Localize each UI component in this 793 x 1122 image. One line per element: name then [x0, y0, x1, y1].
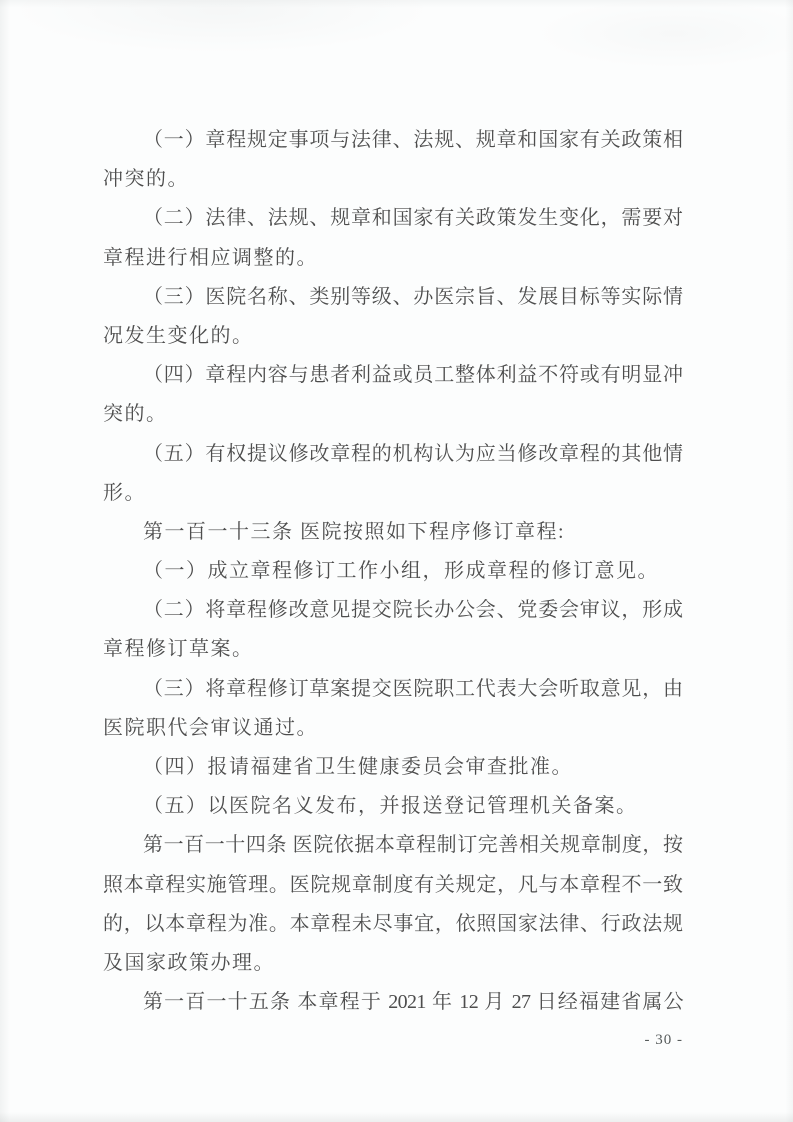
text-line: 冲突的。 — [103, 168, 189, 191]
text-line: （三）将章程修订草案提交医院职工代表大会听取意见，由 — [143, 677, 683, 700]
text-line: 及国家政策办理。 — [103, 951, 275, 974]
text-line: 照本章程实施管理。医院规章制度有关规定，凡与本章程不一致 — [103, 873, 683, 896]
text-line: 第一百一十三条 医院按照如下程序修订章程: — [143, 520, 566, 543]
text-line: 第一百一十四条 医院依据本章程制订完善相关规章制度，按 — [143, 834, 683, 857]
text-line: 章程修订草案。 — [103, 638, 254, 661]
text-line: 的，以本章程为准。本章程未尽事宜，依照国家法律、行政法规 — [103, 912, 683, 935]
text-line: 突的。 — [103, 403, 168, 426]
text-line: （一）成立章程修订工作小组，形成章程的修订意见。 — [143, 560, 659, 583]
text-line: （四）报请福建省卫生健康委员会审查批准。 — [143, 756, 573, 778]
text-line: 医院职代会审议通过。 — [103, 716, 318, 739]
text-block — [103, 121, 683, 1022]
text-line: 形。 — [103, 481, 146, 504]
text-line: （二）法律、法规、规章和国家有关政策发生变化，需要对 — [143, 207, 683, 230]
text-line: （五）有权提议修改章程的机构认为应当修改章程的其他情 — [143, 442, 683, 465]
text-line: （五）以医院名义发布，并报送登记管理机关备案。 — [143, 795, 638, 818]
text-line: （二）将章程修改意见提交院长办公会、党委会审议，形成 — [143, 599, 683, 622]
text-line: 况发生变化的。 — [103, 324, 254, 347]
page-number: - 30 - — [644, 1032, 683, 1048]
text-line: 章程进行相应调整的。 — [103, 246, 318, 269]
text-line: 第一百一十五条 本章程于 2021 年 12 月 27 日经福建省属公 — [143, 991, 683, 1014]
text-line: （三）医院名称、类别等级、办医宗旨、发展目标等实际情 — [143, 285, 683, 308]
text-line: （一）章程规定事项与法律、法规、规章和国家有关政策相 — [143, 129, 683, 151]
text-line: （四）章程内容与患者利益或员工整体利益不符或有明显冲 — [143, 364, 683, 387]
